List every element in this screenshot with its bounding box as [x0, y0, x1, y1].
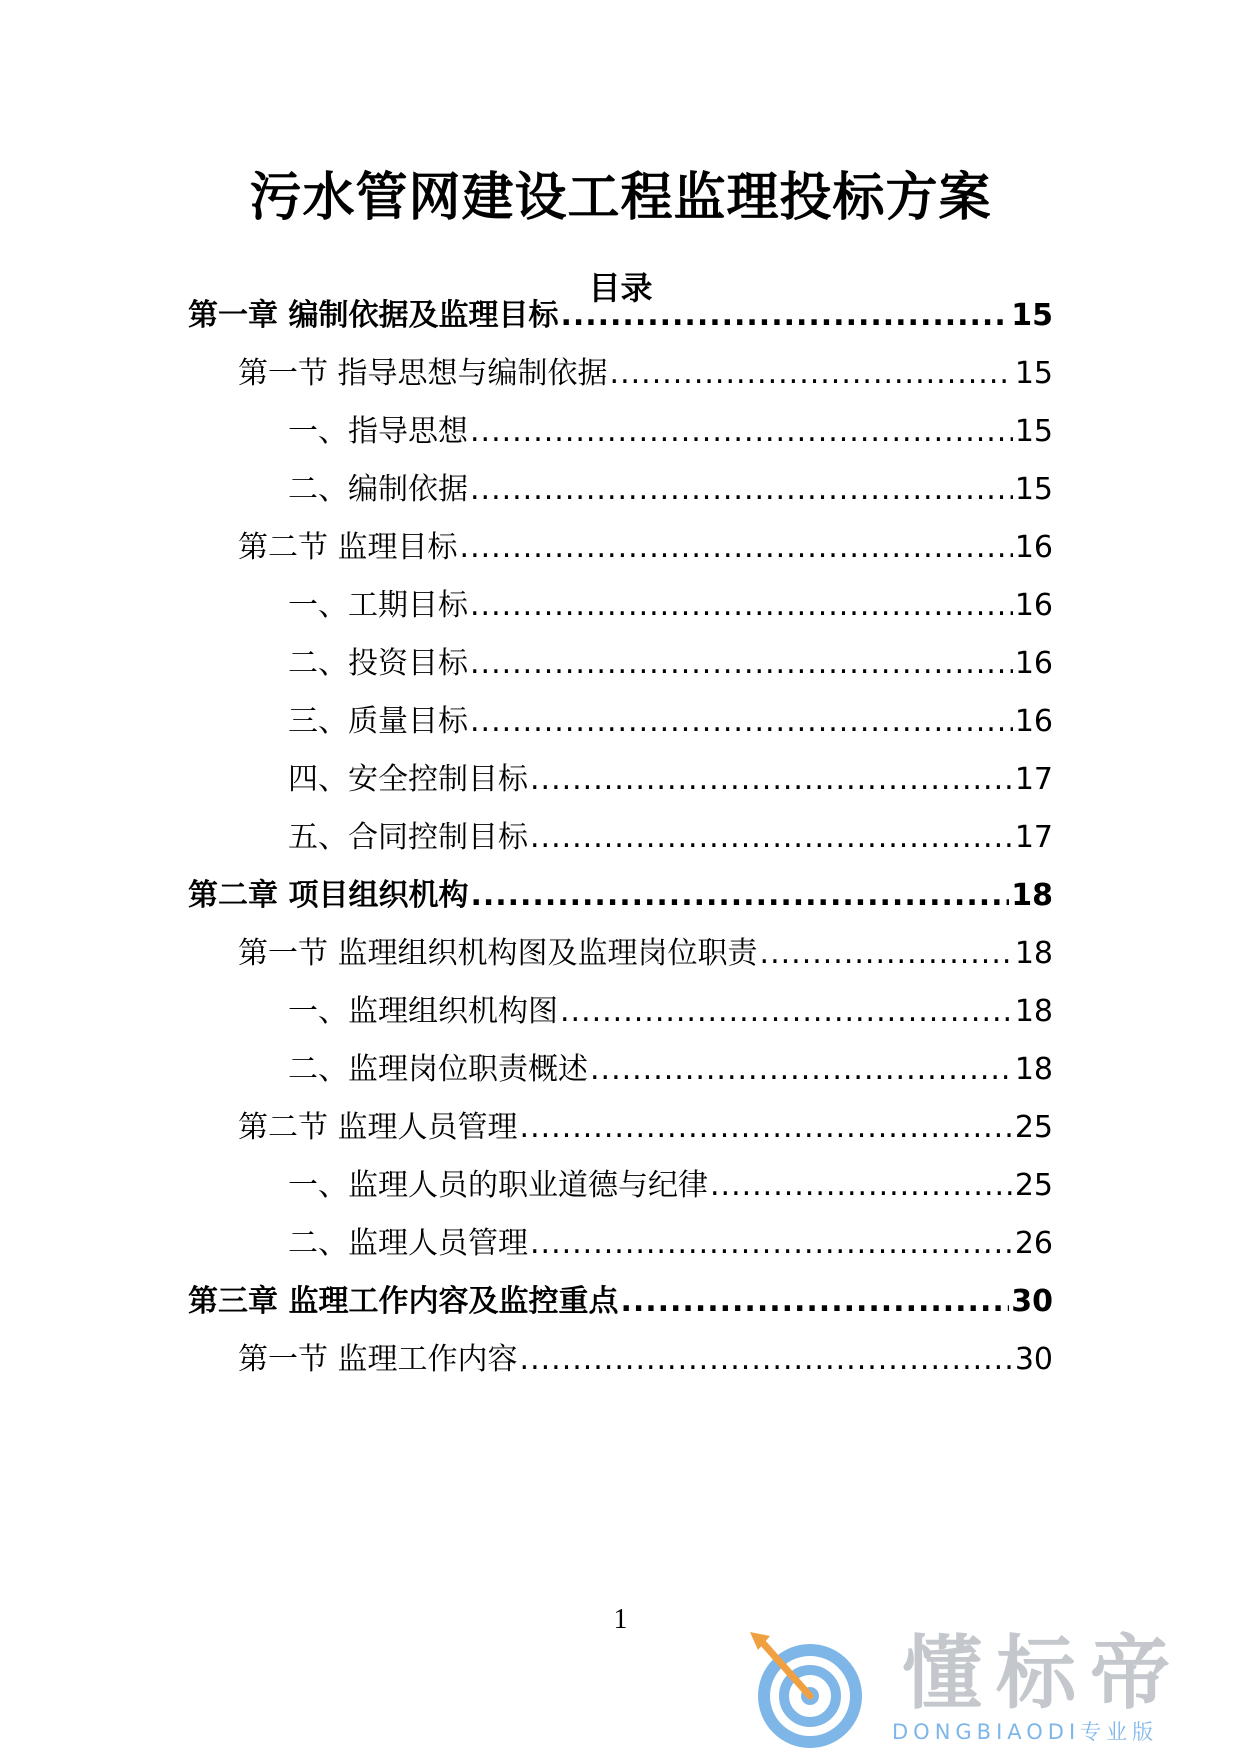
- toc-dot-leader: [470, 644, 1013, 684]
- toc-entry-level3[interactable]: [288, 412, 1053, 452]
- toc-entry-page: 15: [1014, 414, 1053, 449]
- toc-entry-page: 18: [1011, 878, 1053, 913]
- toc-entry-page: 30: [1011, 1284, 1053, 1319]
- toc-entry-level2[interactable]: [238, 934, 1053, 974]
- toc-dot-leader: [460, 528, 1013, 568]
- toc-entry-level3[interactable]: [288, 1050, 1053, 1090]
- document-title: 污水管网建设工程监理投标方案: [249, 168, 992, 228]
- toc-dot-leader: [530, 1224, 1013, 1264]
- toc-entry-level1[interactable]: [188, 1282, 1053, 1322]
- toc-entry-level3[interactable]: [288, 586, 1053, 626]
- toc-entry-level3[interactable]: [288, 644, 1053, 684]
- toc-dot-leader: [560, 296, 1009, 336]
- toc-entry-page: 16: [1014, 530, 1053, 565]
- toc-entry-level3[interactable]: [288, 1166, 1053, 1206]
- toc-dot-leader: [530, 818, 1013, 858]
- toc-entry-level2[interactable]: [238, 1340, 1053, 1380]
- toc-dot-leader: [470, 876, 1009, 916]
- toc-entry-level3[interactable]: [288, 760, 1053, 800]
- toc-entry-label: 第二节 监理目标: [238, 530, 458, 565]
- toc-entry-page: 26: [1014, 1226, 1053, 1261]
- toc-entry-label: 一、监理人员的职业道德与纪律: [288, 1168, 708, 1203]
- toc-dot-leader: [520, 1108, 1013, 1148]
- toc-entry-page: 16: [1014, 588, 1053, 623]
- toc-dot-leader: [710, 1166, 1013, 1206]
- toc-entry-label: 第一章 编制依据及监理目标: [188, 298, 559, 333]
- toc-entry-page: 15: [1011, 298, 1053, 333]
- toc-dot-leader: [470, 412, 1013, 452]
- toc-entry-label: 一、工期目标: [288, 588, 468, 623]
- page-number: 1: [613, 1604, 628, 1635]
- toc-entry-level1[interactable]: [188, 876, 1053, 916]
- toc-entry-label: 第二节 监理人员管理: [238, 1110, 518, 1145]
- toc-entry-level3[interactable]: [288, 1224, 1053, 1264]
- toc-entry-page: 17: [1014, 820, 1053, 855]
- toc-entry-label: 二、监理人员管理: [288, 1226, 528, 1261]
- toc-entry-page: 16: [1014, 646, 1053, 681]
- toc-entry-page: 25: [1014, 1110, 1053, 1145]
- toc-dot-leader: [610, 354, 1013, 394]
- toc-entry-level3[interactable]: [288, 818, 1053, 858]
- toc-entry-page: 18: [1014, 1052, 1053, 1087]
- target-arrow-icon: [740, 1628, 890, 1748]
- toc-entry-label: 二、监理岗位职责概述: [288, 1052, 588, 1087]
- watermark-subtitle: DONGBIAODI专业版: [892, 1720, 1159, 1744]
- toc-entry-label: 四、安全控制目标: [288, 762, 528, 797]
- toc-entry-page: 15: [1014, 356, 1053, 391]
- toc-entry-label: 第一节 监理工作内容: [238, 1342, 518, 1377]
- toc-dot-leader: [470, 586, 1013, 626]
- toc-dot-leader: [470, 470, 1013, 510]
- toc-entry-label: 三、质量目标: [288, 704, 468, 739]
- toc-entry-page: 15: [1014, 472, 1053, 507]
- toc-entry-level2[interactable]: [238, 528, 1053, 568]
- toc-entry-level2[interactable]: [238, 1108, 1053, 1148]
- toc-entry-label: 第一节 监理组织机构图及监理岗位职责: [238, 936, 758, 971]
- toc-dot-leader: [560, 992, 1013, 1032]
- toc-dot-leader: [590, 1050, 1013, 1090]
- toc-entry-level3[interactable]: [288, 702, 1053, 742]
- toc-entry-label: 五、合同控制目标: [288, 820, 528, 855]
- watermark-brand: 懂标帝: [902, 1627, 1184, 1720]
- toc-entry-level3[interactable]: [288, 992, 1053, 1032]
- toc-dot-leader: [760, 934, 1013, 974]
- toc-entry-label: 二、投资目标: [288, 646, 468, 681]
- toc-entry-page: 18: [1014, 936, 1053, 971]
- toc-entry-label: 第一节 指导思想与编制依据: [238, 356, 608, 391]
- toc-dot-leader: [470, 702, 1013, 742]
- toc-entry-label: 二、编制依据: [288, 472, 468, 507]
- toc-entry-page: 25: [1014, 1168, 1053, 1203]
- toc-entry-level2[interactable]: [238, 354, 1053, 394]
- toc-dot-leader: [520, 1340, 1013, 1380]
- toc-dot-leader: [530, 760, 1013, 800]
- toc-entry-label: 一、指导思想: [288, 414, 468, 449]
- toc-entry-page: 30: [1014, 1342, 1053, 1377]
- toc-entry-label: 一、监理组织机构图: [288, 994, 558, 1029]
- toc-entry-label: 第三章 监理工作内容及监控重点: [188, 1284, 619, 1319]
- toc-entry-page: 18: [1014, 994, 1053, 1029]
- toc-entry-page: 17: [1014, 762, 1053, 797]
- toc-entry-level1[interactable]: [188, 296, 1053, 336]
- toc-heading: 目录: [588, 269, 653, 307]
- toc-entry-level3[interactable]: [288, 470, 1053, 510]
- watermark: [740, 1628, 1220, 1748]
- toc-dot-leader: [620, 1282, 1009, 1322]
- toc-entry-label: 第二章 项目组织机构: [188, 878, 469, 913]
- toc-entry-page: 16: [1014, 704, 1053, 739]
